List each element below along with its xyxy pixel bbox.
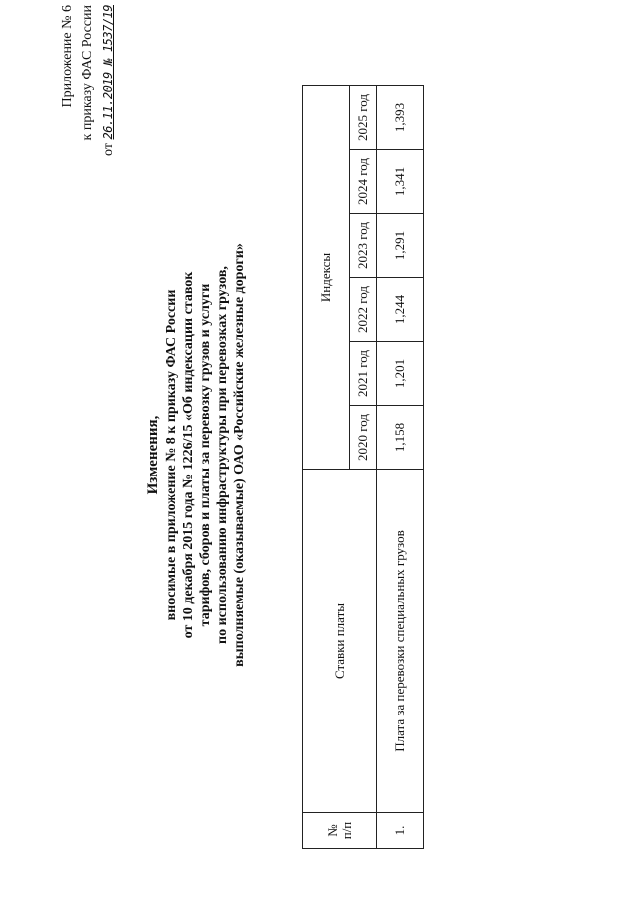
row-number: 1. (377, 813, 424, 849)
rates-column-header: Ставки платы (303, 470, 377, 813)
annex-number: Приложение № 6 (60, 5, 75, 108)
indices-table (302, 85, 424, 849)
index-value: 1,291 (377, 214, 424, 278)
index-value: 1,341 (377, 150, 424, 214)
heading-line: Изменения, (145, 415, 161, 495)
num-column-header (303, 813, 377, 849)
indices-group-header: Индексы (303, 86, 350, 470)
num-symbol: № (324, 824, 340, 837)
year-header: 2024 год (350, 150, 377, 214)
year-header: 2025 год (350, 86, 377, 150)
heading-line: тарифов, сборов и платы за перевозку грузов и услуги (198, 283, 213, 627)
annex-date-line (98, 5, 119, 165)
table-header-row (303, 86, 350, 849)
handwritten-date-number: 26.11.2019 № 1537/19 (101, 5, 115, 140)
document-heading (145, 175, 248, 735)
index-value: 1,244 (377, 278, 424, 342)
heading-line: выполняемые (оказываемые) ОАО «Российские железные дороги» (232, 243, 247, 667)
table-row (377, 86, 424, 849)
year-header: 2020 год (350, 406, 377, 470)
index-value: 1,393 (377, 86, 424, 150)
year-header: 2023 год (350, 214, 377, 278)
year-header: 2022 год (350, 278, 377, 342)
index-value: 1,158 (377, 406, 424, 470)
num-abbrev: п/п (338, 821, 354, 840)
heading-line: по использованию инфраструктуры при перевозках грузов, (215, 266, 230, 644)
annex-block (58, 5, 119, 165)
heading-line: вносимые в приложение № 8 к приказу ФАС России (164, 289, 179, 621)
annex-order-ref: к приказу ФАС России (80, 5, 95, 141)
annex-from-label: от (101, 143, 116, 156)
rate-name: Плата за перевозки специальных грузов (377, 470, 424, 813)
heading-line: от 10 декабря 2015 года № 1226/15 «Об индексации ставок (181, 271, 196, 639)
year-header: 2021 год (350, 342, 377, 406)
index-value: 1,201 (377, 342, 424, 406)
